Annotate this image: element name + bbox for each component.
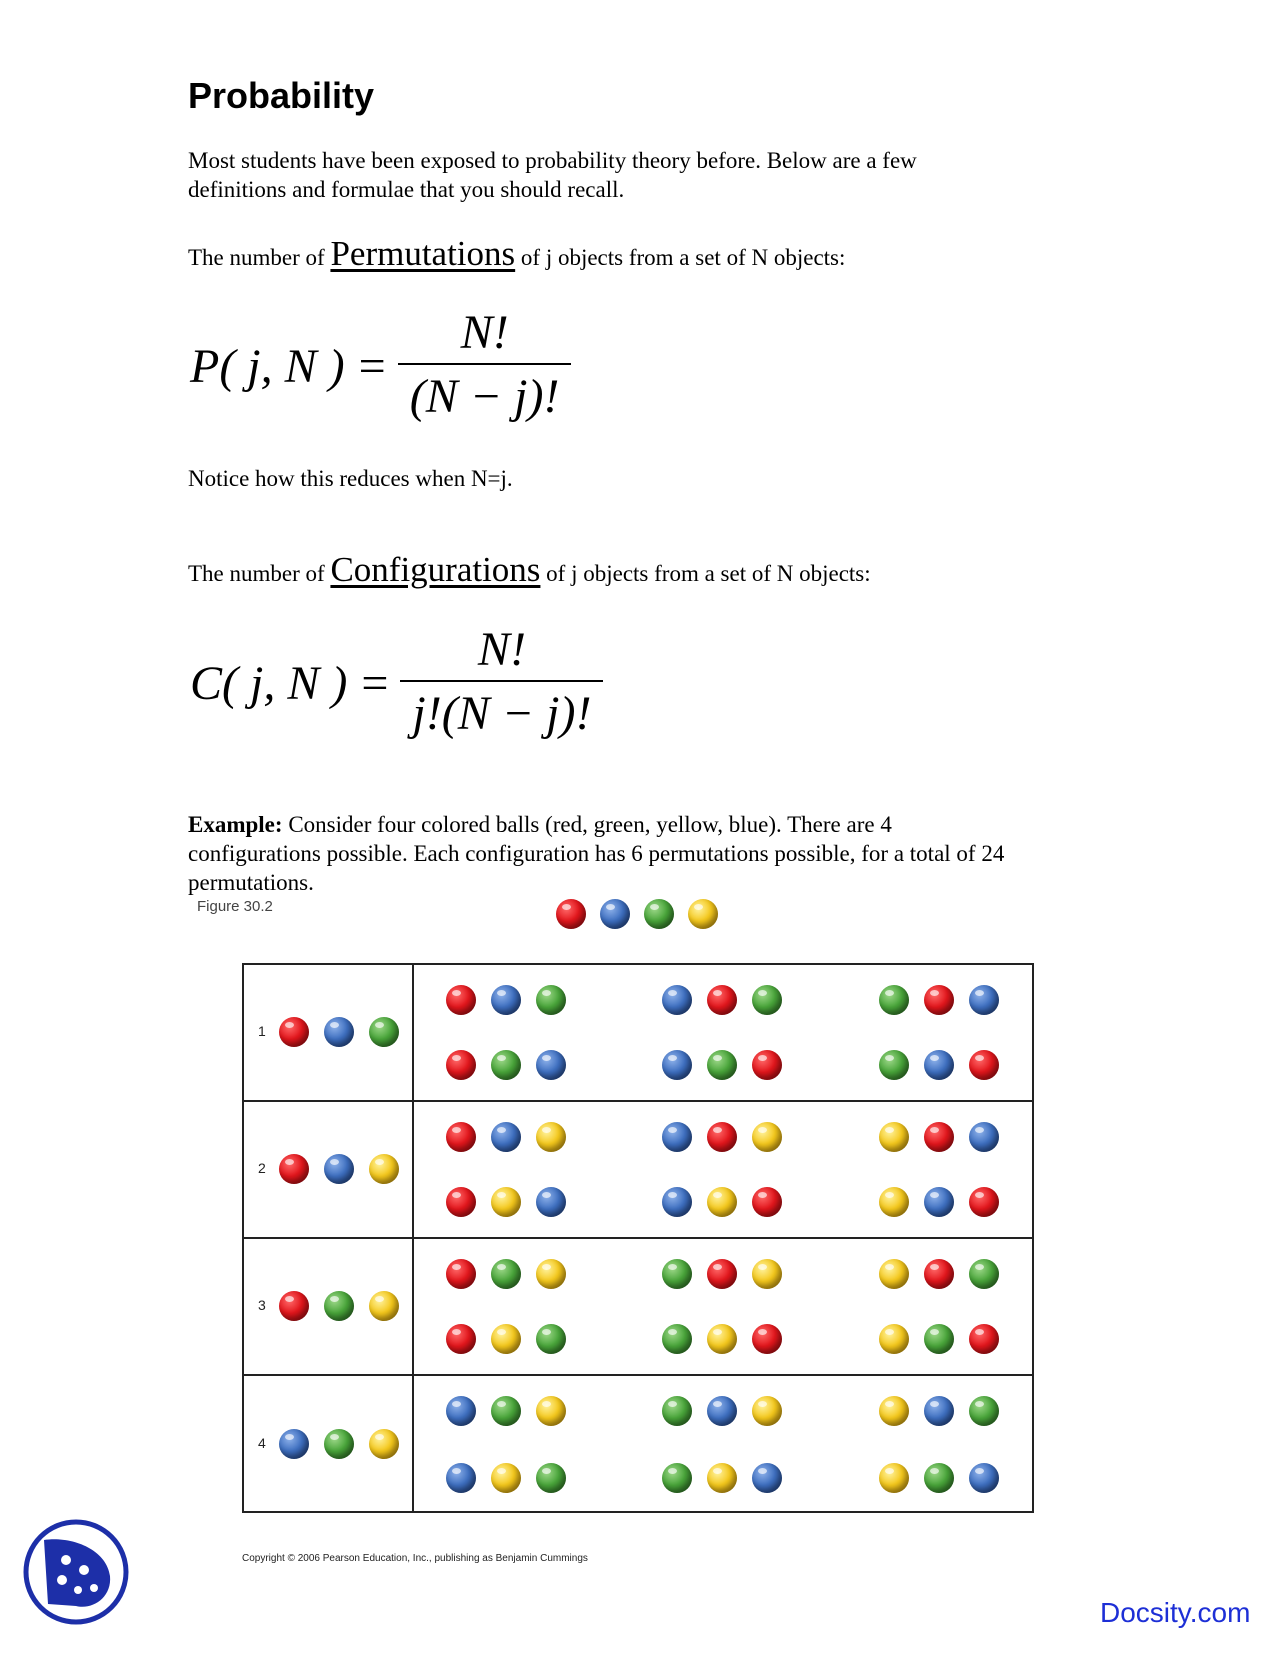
configurations-formula [190,620,603,746]
permutations-numerator: N! [460,306,509,359]
blue-ball [969,1122,999,1152]
green-ball [491,1259,521,1289]
configurations-intro [188,548,1088,596]
figure-row-divider [242,1237,1034,1239]
blue-ball [324,1154,354,1184]
blue-ball [536,1050,566,1080]
permutations-fraction [398,303,572,429]
yellow-ball [879,1259,909,1289]
example-line-2: configurations possible. Each configuration has 6 permutations possible, for a total of 24 [188,841,1005,866]
yellow-ball [879,1122,909,1152]
example-line-3: permutations. [188,870,314,895]
red-ball [446,1122,476,1152]
permutations-prefix: The number of [188,245,331,270]
green-ball [752,985,782,1015]
yellow-ball [491,1324,521,1354]
configurations-formula-equals: = [361,656,389,710]
yellow-ball [707,1187,737,1217]
blue-ball [662,1122,692,1152]
intro-line-2: definitions and formulae that you should recall. [188,177,625,202]
blue-ball [446,1463,476,1493]
configuration-number: 4 [258,1434,266,1451]
yellow-ball [369,1291,399,1321]
page-title: Probability [188,75,375,116]
red-ball [969,1050,999,1080]
green-ball [924,1463,954,1493]
yellow-ball [369,1429,399,1459]
example-line-1: Consider four colored balls (red, green, yellow, blue). There are 4 [282,812,892,837]
green-ball [324,1429,354,1459]
permutations-formula [190,303,571,429]
green-ball [924,1324,954,1354]
green-ball [969,1396,999,1426]
intro-paragraph [188,146,1088,204]
blue-ball [491,985,521,1015]
yellow-ball [752,1122,782,1152]
example-label: Example: [188,812,283,837]
red-ball [924,1259,954,1289]
configuration-number: 1 [258,1022,266,1039]
green-ball [969,1259,999,1289]
blue-ball [969,1463,999,1493]
configurations-numerator: N! [477,623,526,676]
green-ball [662,1259,692,1289]
red-ball [707,1122,737,1152]
configuration-number: 2 [258,1159,266,1176]
blue-ball [536,1187,566,1217]
green-ball [536,1463,566,1493]
yellow-ball [752,1259,782,1289]
red-ball [924,1122,954,1152]
green-ball [707,1050,737,1080]
notice-text: Notice how this reduces when N=j. [188,466,513,491]
red-ball [707,985,737,1015]
permutations-suffix: of j objects from a set of N objects: [515,245,846,270]
configurations-denominator: j!(N − j)! [412,687,592,740]
blue-ball [324,1017,354,1047]
figure-copyright: Copyright © 2006 Pearson Education, Inc., publishing as Benjamin Cummings [242,1553,588,1564]
red-ball [752,1050,782,1080]
red-ball [446,1324,476,1354]
red-ball [279,1017,309,1047]
yellow-ball [688,899,718,929]
blue-ball [446,1396,476,1426]
yellow-ball [369,1154,399,1184]
yellow-ball [491,1187,521,1217]
permutations-intro [188,232,1088,280]
yellow-ball [879,1396,909,1426]
yellow-ball [752,1396,782,1426]
blue-ball [662,1050,692,1080]
blue-ball [600,899,630,929]
red-ball [279,1154,309,1184]
green-ball [491,1396,521,1426]
yellow-ball [491,1463,521,1493]
blue-ball [662,985,692,1015]
figure-row-divider [242,1374,1034,1376]
red-ball [446,1050,476,1080]
red-ball [279,1291,309,1321]
yellow-ball [536,1396,566,1426]
red-ball [752,1324,782,1354]
configurations-prefix: The number of [188,561,331,586]
yellow-ball [879,1187,909,1217]
blue-ball [969,985,999,1015]
configurations-fraction [400,620,603,746]
blue-ball [924,1187,954,1217]
blue-ball [752,1463,782,1493]
configurations-suffix: of j objects from a set of N objects: [540,561,871,586]
yellow-ball [707,1324,737,1354]
red-ball [446,1259,476,1289]
green-ball [662,1396,692,1426]
green-ball [879,985,909,1015]
permutations-term: Permutations [330,234,516,273]
blue-ball [662,1187,692,1217]
docsity-watermark[interactable]: Docsity.com [1100,1597,1251,1628]
green-ball [536,985,566,1015]
red-ball [556,899,586,929]
yellow-ball [536,1122,566,1152]
green-ball [491,1050,521,1080]
green-ball [879,1050,909,1080]
figure-caption: Figure 30.2 [197,898,273,915]
red-ball [446,1187,476,1217]
green-ball [662,1324,692,1354]
green-ball [536,1324,566,1354]
red-ball [752,1187,782,1217]
docsity-logo-icon [22,1518,130,1626]
permutations-formula-equals: = [358,339,386,393]
red-ball [969,1324,999,1354]
blue-ball [924,1050,954,1080]
intro-line-1: Most students have been exposed to probability theory before. Below are a few [188,148,917,173]
green-ball [324,1291,354,1321]
yellow-ball [879,1463,909,1493]
permutations-formula-lhs: P( j, N ) [190,339,345,393]
permutations-denominator: (N − j)! [409,370,560,423]
green-ball [662,1463,692,1493]
configurations-term: Configurations [330,550,541,589]
green-ball [644,899,674,929]
yellow-ball [536,1259,566,1289]
configuration-number: 3 [258,1296,266,1313]
blue-ball [924,1396,954,1426]
blue-ball [707,1396,737,1426]
red-ball [707,1259,737,1289]
red-ball [969,1187,999,1217]
yellow-ball [707,1463,737,1493]
figure-row-divider [242,1100,1034,1102]
example-paragraph [188,810,1088,897]
blue-ball [279,1429,309,1459]
green-ball [369,1017,399,1047]
red-ball [446,985,476,1015]
configurations-formula-lhs: C( j, N ) [190,656,348,710]
blue-ball [491,1122,521,1152]
red-ball [924,985,954,1015]
yellow-ball [879,1324,909,1354]
